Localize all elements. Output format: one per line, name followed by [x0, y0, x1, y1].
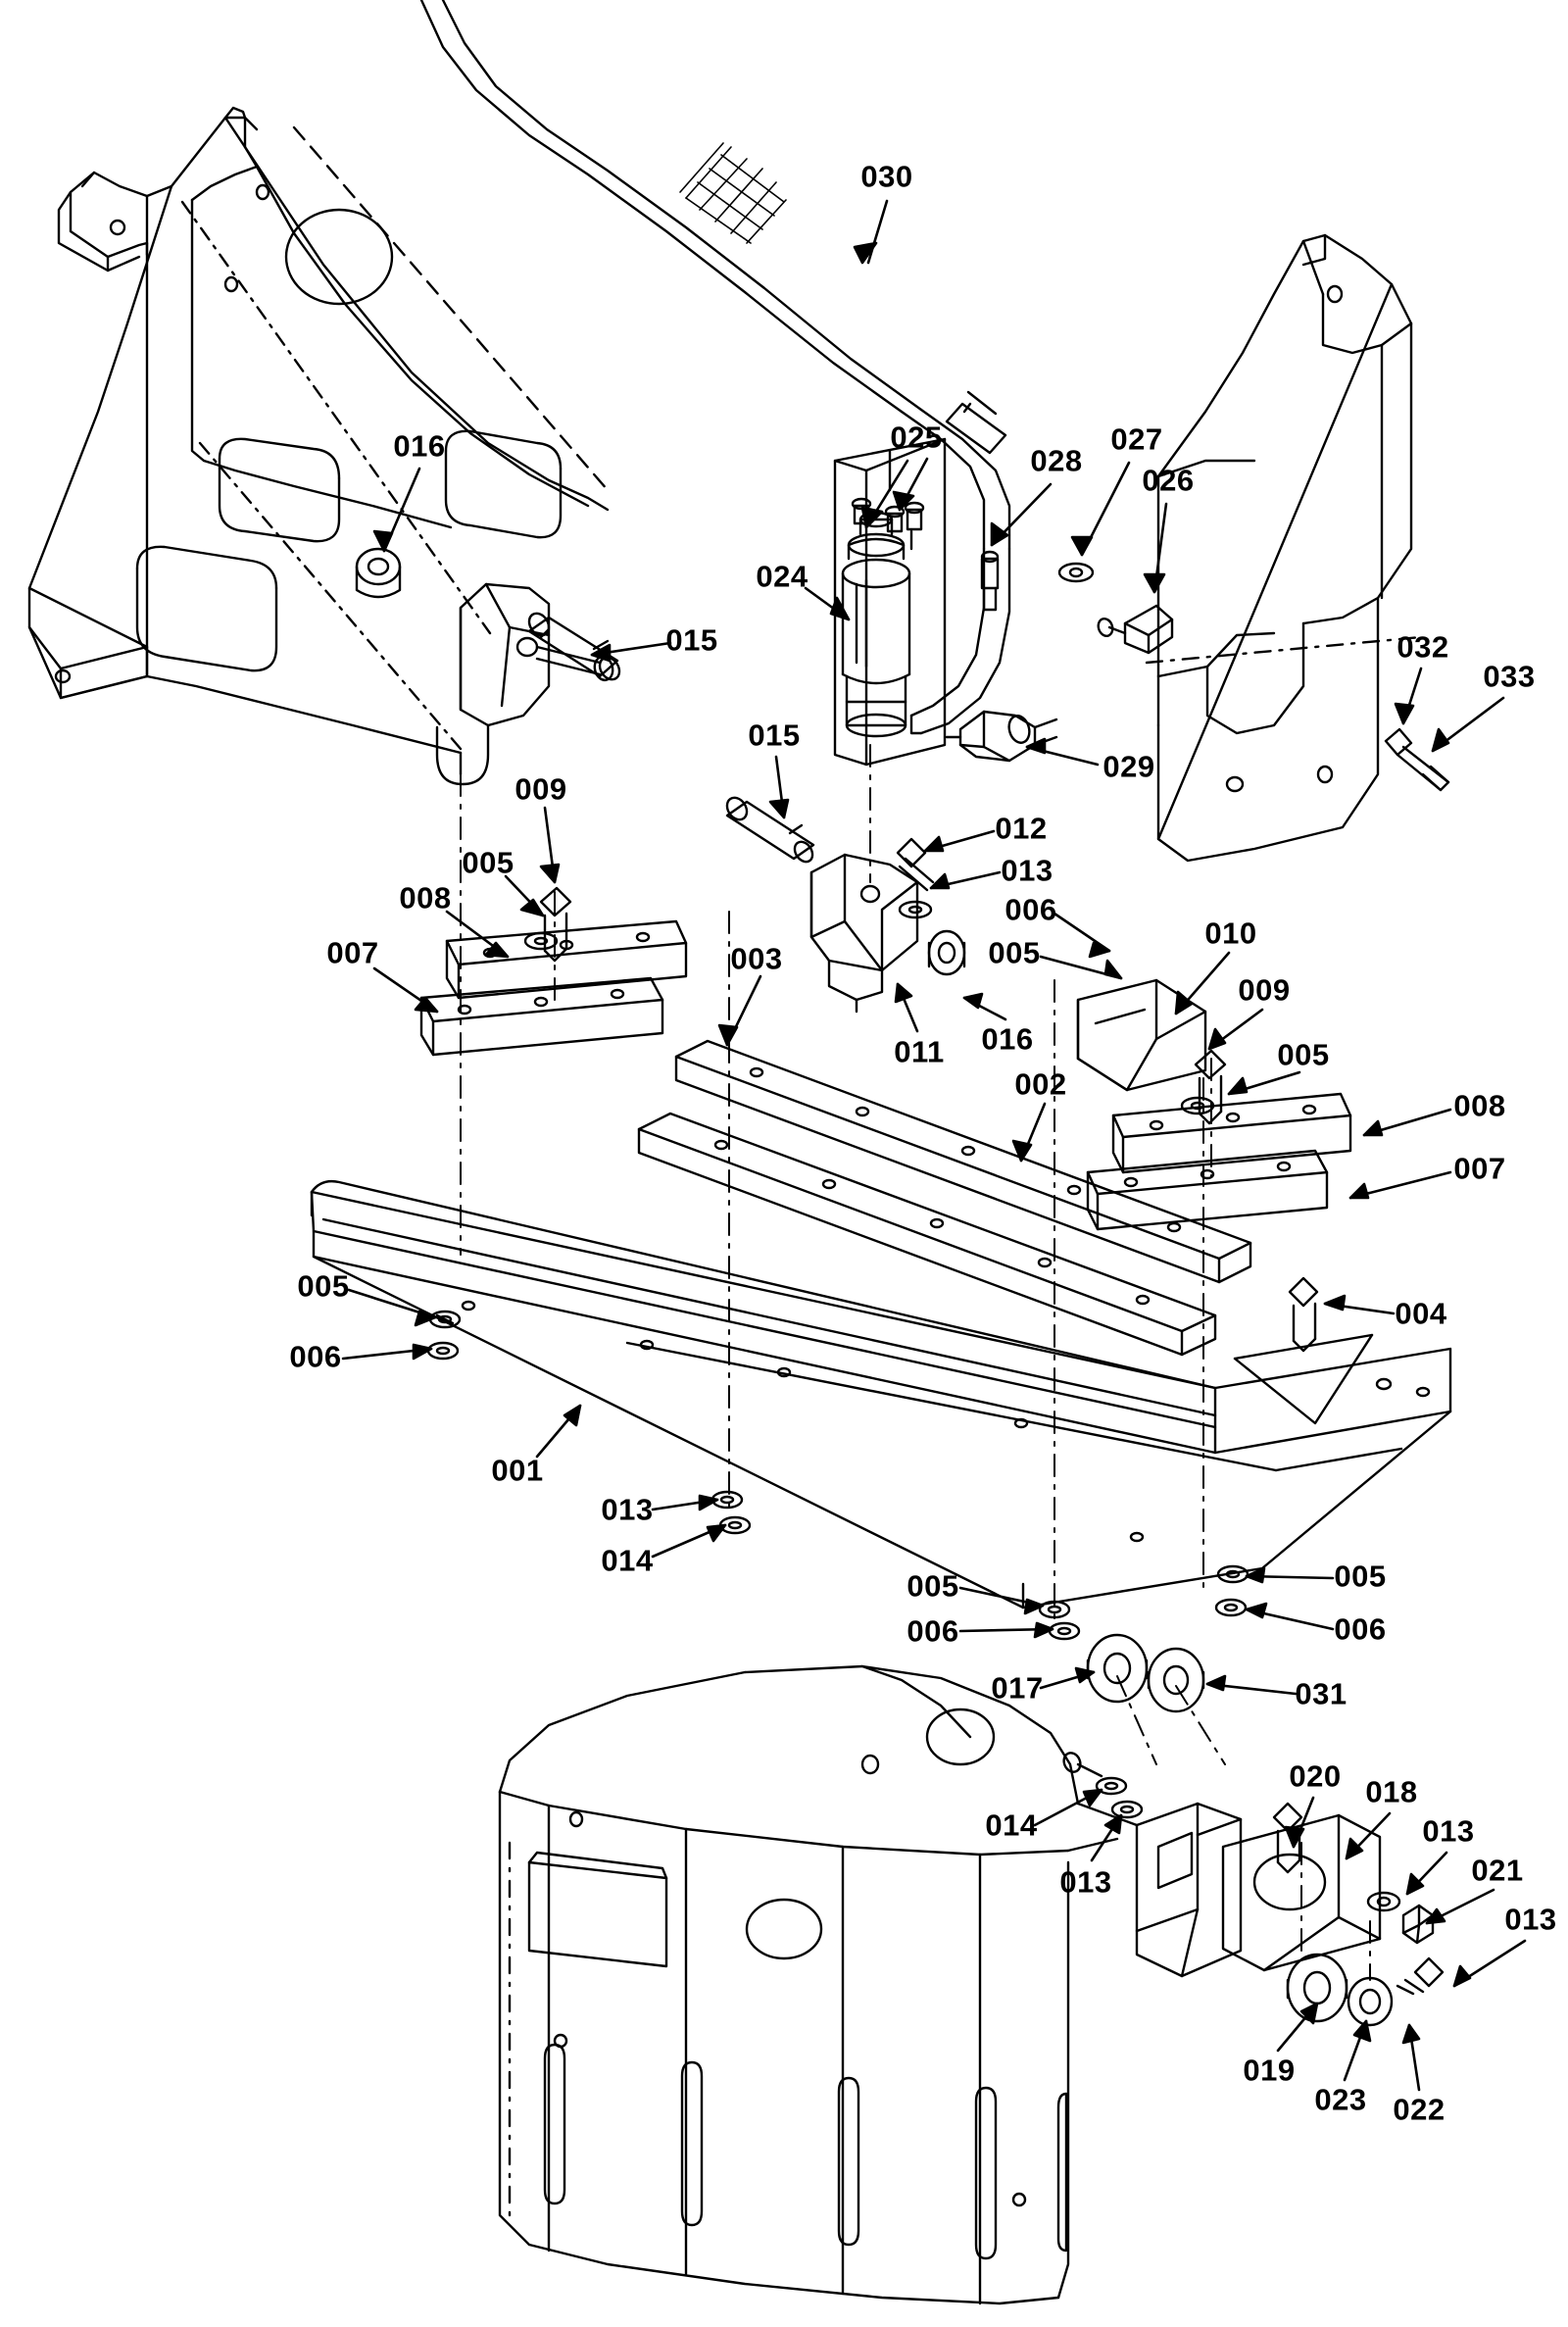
left-pivot-bracket [437, 584, 615, 784]
callout-label-016-22: 016 [981, 1021, 1034, 1057]
callout-label-001-32: 001 [491, 1453, 544, 1488]
callout-label-004-29: 004 [1395, 1296, 1447, 1331]
lower-machine-body [500, 1666, 1137, 2303]
callout-label-026-4: 026 [1142, 463, 1195, 498]
callout-label-013-13: 013 [1001, 853, 1054, 888]
fittings-cluster [947, 552, 1172, 761]
callout-label-013-47: 013 [1059, 1864, 1112, 1900]
callout-label-015-7: 015 [665, 622, 718, 658]
callout-label-029-10: 029 [1102, 749, 1155, 784]
callout-label-019-48: 019 [1243, 2053, 1296, 2088]
callout-label-012-12: 012 [995, 811, 1048, 846]
callout-label-025-1: 025 [890, 420, 943, 455]
callout-label-008-18: 008 [399, 880, 452, 916]
callout-label-028-2: 028 [1030, 443, 1083, 478]
callout-label-006-14: 006 [1004, 892, 1057, 927]
bushings-017-031 [1088, 1635, 1203, 1711]
pin-015-center [723, 794, 816, 866]
callout-label-017-39: 017 [991, 1670, 1044, 1706]
callout-label-002-26: 002 [1014, 1066, 1067, 1102]
cover-010 [1078, 980, 1205, 1090]
callout-label-020-41: 020 [1289, 1758, 1342, 1794]
callout-label-005-15: 005 [988, 935, 1041, 970]
filter-024 [843, 513, 909, 736]
callout-label-021-44: 021 [1471, 1853, 1524, 1888]
callout-label-006-36: 006 [906, 1613, 959, 1649]
callout-label-033-9: 033 [1483, 659, 1536, 694]
callout-label-011-21: 011 [894, 1034, 945, 1069]
center-bracket-011 [811, 839, 964, 1012]
callout-label-005-30: 005 [297, 1268, 350, 1304]
callout-label-007-19: 007 [326, 935, 379, 970]
callout-label-013-33: 013 [601, 1492, 654, 1527]
callout-label-031-40: 031 [1295, 1676, 1348, 1711]
callout-label-024-5: 024 [756, 559, 808, 594]
callout-label-015-11: 015 [748, 718, 801, 753]
callout-label-007-28: 007 [1453, 1151, 1506, 1186]
callout-label-003-20: 003 [730, 941, 783, 976]
callout-label-022-50: 022 [1393, 2092, 1446, 2127]
callout-label-005-35: 005 [906, 1568, 959, 1604]
rail-003 [676, 1041, 1250, 1282]
callout-label-027-3: 027 [1110, 421, 1163, 457]
callout-label-018-42: 018 [1365, 1774, 1418, 1809]
callout-label-016-6: 016 [393, 428, 446, 464]
callout-label-005-17: 005 [462, 845, 514, 880]
callout-label-014-46: 014 [985, 1807, 1038, 1843]
callout-label-009-24: 009 [1238, 972, 1291, 1008]
callout-label-008-27: 008 [1453, 1088, 1506, 1123]
left-side-panel [29, 108, 608, 774]
callout-label-014-34: 014 [601, 1543, 654, 1578]
callout-label-009-16: 009 [514, 771, 567, 807]
callout-label-013-43: 013 [1422, 1813, 1475, 1849]
fasteners-panel [428, 1278, 1317, 1639]
callout-label-010-23: 010 [1204, 916, 1257, 951]
callout-label-005-25: 005 [1277, 1037, 1330, 1072]
callout-label-006-38: 006 [1334, 1611, 1387, 1647]
callout-label-032-8: 032 [1396, 629, 1449, 665]
callout-label-023-49: 023 [1314, 2082, 1367, 2117]
hose-abrasion-patch [680, 143, 786, 243]
panel-001 [312, 1181, 1450, 1608]
strip-right-pair [1088, 1051, 1350, 1229]
callout-label-030-0: 030 [860, 159, 913, 194]
right-side-panel [1147, 235, 1421, 861]
leader-lines [343, 201, 1525, 2090]
callout-label-006-31: 006 [289, 1339, 342, 1374]
callout-label-013-45: 013 [1504, 1902, 1557, 1937]
callout-label-005-37: 005 [1334, 1559, 1387, 1594]
